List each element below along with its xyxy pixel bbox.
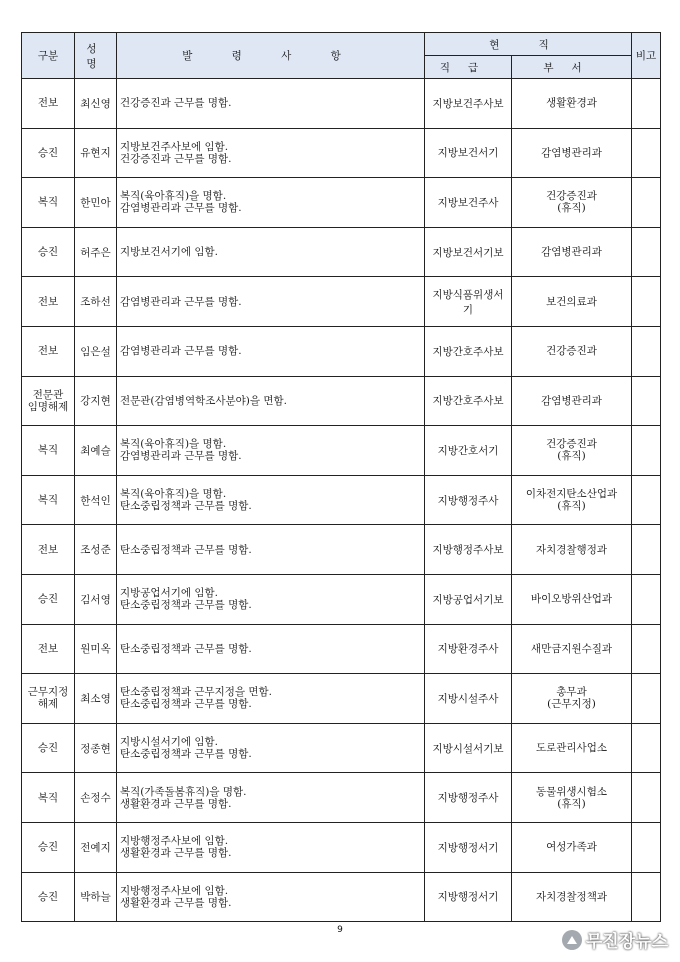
cell-line: 생활환경과: [546, 97, 597, 110]
cell-line: 건강증진과: [546, 345, 597, 358]
cell-order: [117, 822, 425, 872]
cell-order: [117, 872, 425, 922]
cell-type: [22, 574, 75, 624]
header-rank: 직급: [425, 56, 512, 79]
cell-rank: 지방식품위생서기: [425, 277, 512, 327]
cell-line: 복직(가족돌봄휴직)을 명함.: [120, 785, 247, 798]
cell-line: 탄소중립정책과 근무를 명함.: [120, 698, 252, 711]
cell-rank: 지방보건주사보: [425, 79, 512, 129]
cell-line: 전문관: [32, 388, 64, 401]
cell-dept: [512, 426, 632, 476]
cell-line: 생활환경과 근무를 명함.: [120, 896, 232, 909]
cell-line: 건강증진과 근무를 명함.: [120, 152, 232, 165]
cell-line: 생활환경과 근무를 명함.: [120, 847, 232, 860]
cell-dept: [512, 227, 632, 277]
cell-line: 전문관(감염병역학조사분야)을 면함.: [120, 394, 288, 407]
cell-line: 동물위생시험소: [535, 785, 607, 798]
cell-dept: [512, 326, 632, 376]
cell-name: 박하늘: [75, 872, 117, 922]
cell-order: [117, 475, 425, 525]
cell-line: 전보: [37, 642, 59, 655]
cell-line: 새만금지원수질과: [530, 642, 613, 655]
cell-line: (휴직): [557, 450, 586, 463]
cell-line: (근무지정): [547, 698, 596, 711]
header-name: 성명: [75, 33, 117, 79]
cell-line: 탄소중립정책과 근무를 명함.: [120, 599, 252, 612]
cell-type: [22, 872, 75, 922]
cell-line: 복직: [37, 494, 59, 507]
cell-type: [22, 822, 75, 872]
cell-line: 바이오방위산업과: [530, 593, 613, 606]
table-row: [22, 326, 661, 376]
table-row: [22, 574, 661, 624]
cell-order: [117, 326, 425, 376]
table-row: [22, 227, 661, 277]
table-row: [22, 723, 661, 773]
cell-line: 복직: [37, 196, 59, 209]
cell-rank: 지방간호서기: [425, 426, 512, 476]
cell-line: 승진: [37, 841, 59, 854]
cell-line: 이차전지탄소산업과: [525, 488, 618, 501]
cell-name: 조하선: [75, 277, 117, 327]
cell-rank: 지방보건서기: [425, 128, 512, 178]
cell-line: (휴직): [557, 500, 586, 513]
cell-rank: 지방보건주사: [425, 178, 512, 228]
table-row: [22, 178, 661, 228]
table-row: [22, 128, 661, 178]
cell-name: 정종현: [75, 723, 117, 773]
cell-note: [632, 674, 661, 724]
table-row: [22, 872, 661, 922]
cell-rank: 지방행정서기: [425, 822, 512, 872]
cell-type: [22, 376, 75, 426]
cell-name: 김서영: [75, 574, 117, 624]
cell-note: [632, 178, 661, 228]
cell-line: 총무과: [556, 686, 587, 699]
cell-order: [117, 426, 425, 476]
cell-dept: [512, 376, 632, 426]
cell-line: 지방행정주사보에 임함.: [120, 835, 229, 848]
cell-type: [22, 475, 75, 525]
cell-note: [632, 822, 661, 872]
cell-line: 승진: [37, 890, 59, 903]
cell-type: [22, 79, 75, 129]
cell-name: 조성준: [75, 525, 117, 575]
cell-order: [117, 624, 425, 674]
header-type: 구분: [22, 33, 75, 79]
cell-name: 원미옥: [75, 624, 117, 674]
cell-note: [632, 426, 661, 476]
cell-rank: 지방행정주사보: [425, 525, 512, 575]
table-row: [22, 674, 661, 724]
cell-name: 최소영: [75, 674, 117, 724]
cell-line: 승진: [37, 593, 59, 606]
cell-line: 감염병관리과 근무를 명함.: [120, 295, 242, 308]
cell-dept: [512, 277, 632, 327]
cell-rank: 지방간호주사보: [425, 326, 512, 376]
table-row: [22, 525, 661, 575]
watermark-text: 무진장뉴스: [585, 932, 668, 952]
personnel-order-table: [21, 32, 661, 922]
cell-name: 전예지: [75, 822, 117, 872]
table-row: [22, 624, 661, 674]
cell-line: 보건의료과: [546, 295, 597, 308]
cell-dept: [512, 822, 632, 872]
cell-dept: [512, 674, 632, 724]
cell-type: [22, 624, 75, 674]
header-note: 비고: [632, 33, 661, 79]
cell-type: [22, 128, 75, 178]
cell-order: [117, 178, 425, 228]
cell-line: 지방시설서기에 임함.: [120, 736, 218, 749]
cell-note: [632, 624, 661, 674]
news-logo-icon: [562, 930, 582, 950]
cell-line: 감염병관리과 근무를 명함.: [120, 450, 242, 463]
table-row: [22, 773, 661, 823]
cell-name: 최신영: [75, 79, 117, 129]
cell-line: 자치경찰행정과: [535, 543, 607, 556]
table-row: [22, 376, 661, 426]
cell-line: 지방보건주사보에 임함.: [120, 140, 229, 153]
page-number: 9: [337, 925, 343, 935]
cell-line: 승진: [37, 246, 59, 259]
cell-line: 복직(육아휴직)을 명함.: [120, 438, 227, 451]
cell-note: [632, 277, 661, 327]
cell-order: [117, 773, 425, 823]
cell-line: 전보: [37, 345, 59, 358]
cell-line: 감염병관리과: [541, 394, 602, 407]
cell-line: 복직(육아휴직)을 명함.: [120, 190, 227, 203]
cell-rank: 지방공업서기보: [425, 574, 512, 624]
cell-line: 승진: [37, 742, 59, 755]
header-order: 발 령 사 항: [117, 33, 425, 79]
cell-line: 탄소중립정책과 근무를 명함.: [120, 642, 252, 655]
cell-dept: [512, 525, 632, 575]
cell-line: 근무지정: [27, 686, 69, 699]
cell-rank: 지방환경주사: [425, 624, 512, 674]
cell-line: 탄소중립정책과 근무를 명함.: [120, 543, 252, 556]
cell-line: 승진: [37, 146, 59, 159]
cell-line: 감염병관리과: [541, 246, 602, 259]
cell-line: 탄소중립정책과 근무를 명함.: [120, 748, 252, 761]
cell-dept: [512, 475, 632, 525]
cell-type: [22, 674, 75, 724]
header-current: 현 직: [425, 33, 632, 56]
cell-name: 유현지: [75, 128, 117, 178]
table-row: [22, 475, 661, 525]
cell-line: 건강증진과: [546, 438, 597, 451]
cell-line: (휴직): [557, 202, 586, 215]
cell-dept: [512, 128, 632, 178]
cell-line: 생활환경과 근무를 명함.: [120, 797, 232, 810]
cell-type: [22, 326, 75, 376]
cell-line: 여성가족과: [546, 841, 597, 854]
cell-type: [22, 723, 75, 773]
cell-rank: 지방행정서기: [425, 872, 512, 922]
cell-name: 최예슬: [75, 426, 117, 476]
cell-line: 복직: [37, 791, 59, 804]
cell-dept: [512, 773, 632, 823]
cell-line: 탄소중립정책과 근무를 명함.: [120, 500, 252, 513]
cell-line: (휴직): [557, 797, 586, 810]
cell-name: 한석인: [75, 475, 117, 525]
cell-order: [117, 525, 425, 575]
cell-type: [22, 426, 75, 476]
cell-dept: [512, 178, 632, 228]
cell-dept: [512, 574, 632, 624]
header-dept: 부서: [512, 56, 632, 79]
table-row: [22, 822, 661, 872]
cell-note: [632, 723, 661, 773]
cell-rank: 지방시설주사: [425, 674, 512, 724]
table-row: [22, 426, 661, 476]
cell-order: [117, 227, 425, 277]
cell-note: [632, 376, 661, 426]
cell-line: 복직(육아휴직)을 명함.: [120, 488, 227, 501]
cell-note: [632, 326, 661, 376]
cell-order: [117, 128, 425, 178]
cell-type: [22, 277, 75, 327]
cell-order: [117, 674, 425, 724]
cell-line: 감염병관리과 근무를 명함.: [120, 202, 242, 215]
cell-line: 도로관리사업소: [535, 742, 607, 755]
cell-line: 건강증진과 근무를 명함.: [120, 97, 232, 110]
cell-order: [117, 723, 425, 773]
cell-note: [632, 872, 661, 922]
cell-note: [632, 525, 661, 575]
cell-dept: [512, 79, 632, 129]
cell-rank: 지방행정주사: [425, 475, 512, 525]
cell-line: 임명해제: [27, 400, 69, 413]
cell-rank: 지방시설서기보: [425, 723, 512, 773]
cell-line: 자치경찰정책과: [535, 890, 607, 903]
cell-name: 한민아: [75, 178, 117, 228]
table-body: [22, 79, 661, 922]
cell-name: 허주은: [75, 227, 117, 277]
cell-order: [117, 376, 425, 426]
cell-line: 감염병관리과 근무를 명함.: [120, 345, 242, 358]
table-row: [22, 277, 661, 327]
cell-rank: 지방간호주사보: [425, 376, 512, 426]
cell-line: 복직: [37, 444, 59, 457]
cell-note: [632, 574, 661, 624]
cell-line: 탄소중립정책과 근무지정을 면함.: [120, 686, 273, 699]
cell-line: 전보: [37, 543, 59, 556]
cell-dept: [512, 723, 632, 773]
cell-order: [117, 277, 425, 327]
cell-line: 지방행정주사보에 임함.: [120, 884, 229, 897]
cell-line: 건강증진과: [546, 190, 597, 203]
cell-line: 해제: [37, 698, 59, 711]
cell-type: [22, 227, 75, 277]
cell-line: 전보: [37, 295, 59, 308]
cell-line: 감염병관리과: [541, 146, 602, 159]
cell-line: 지방공업서기에 임함.: [120, 587, 218, 600]
cell-rank: 지방보건서기보: [425, 227, 512, 277]
cell-order: [117, 574, 425, 624]
cell-line: 지방보건서기에 임함.: [120, 246, 218, 259]
cell-note: [632, 773, 661, 823]
cell-note: [632, 128, 661, 178]
cell-dept: [512, 872, 632, 922]
cell-dept: [512, 624, 632, 674]
cell-name: 손정수: [75, 773, 117, 823]
cell-line: 전보: [37, 97, 59, 110]
cell-note: [632, 227, 661, 277]
cell-name: 임은설: [75, 326, 117, 376]
cell-type: [22, 773, 75, 823]
cell-order: [117, 79, 425, 129]
table-row: [22, 79, 661, 129]
watermark-logo: [562, 927, 668, 952]
cell-type: [22, 178, 75, 228]
cell-note: [632, 79, 661, 129]
cell-rank: 지방행정주사: [425, 773, 512, 823]
cell-name: 강지현: [75, 376, 117, 426]
cell-type: [22, 525, 75, 575]
cell-note: [632, 475, 661, 525]
